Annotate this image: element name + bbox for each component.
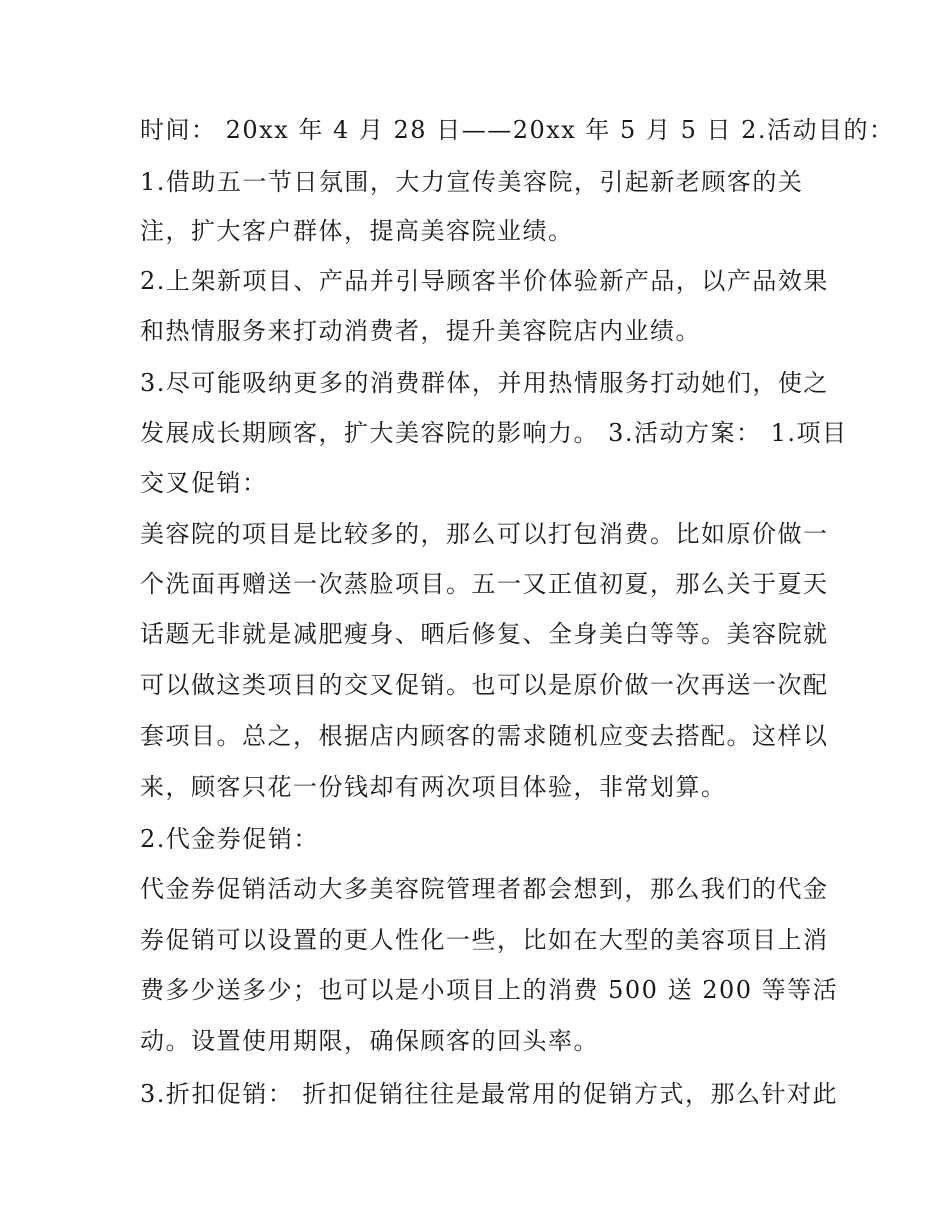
text-line: 个洗面再赠送一次蒸脸项目。五一又正值初夏，那么关于夏天 bbox=[140, 570, 829, 598]
text-line: 3.折扣促销： 折扣促销往往是最常用的促销方式，那么针对此 bbox=[140, 1080, 839, 1108]
text-line: 套项目。总之，根据店内顾客的需求随机应变去搭配。这样以 bbox=[140, 722, 829, 750]
text-line: 交叉促销： bbox=[140, 469, 268, 497]
text-line: 来，顾客只花一份钱却有两次项目体验，非常划算。 bbox=[140, 773, 727, 801]
text-line: 1.借助五一节日氛围，大力宣传美容院，引起新老顾客的关 bbox=[140, 168, 804, 196]
text-line: 可以做这类项目的交叉促销。也可以是原价做一次再送一次配 bbox=[140, 671, 829, 699]
text-line: 动。设置使用期限，确保顾客的回头率。 bbox=[140, 1027, 599, 1055]
text-line: 2.上架新项目、产品并引导顾客半价体验新产品，以产品效果 bbox=[140, 267, 829, 295]
text-line: 3.尽可能吸纳更多的消费群体，并用热情服务打动她们，使之 bbox=[140, 369, 829, 397]
text-line: 话题无非就是减肥瘦身、晒后修复、全身美白等等。美容院就 bbox=[140, 620, 829, 648]
text-line: 注，扩大客户群体，提高美容院业绩。 bbox=[140, 217, 574, 245]
text-line: 时间： 20xx 年 4 月 28 日——20xx 年 5 月 5 日 2.活动目的： bbox=[140, 116, 895, 144]
text-line: 发展成长期顾客，扩大美容院的影响力。 3.活动方案： 1.项目 bbox=[140, 419, 848, 447]
text-line: 费多少送多少；也可以是小项目上的消费 500 送 200 等等活 bbox=[140, 976, 839, 1004]
text-line: 和热情服务来打动消费者，提升美容院店内业绩。 bbox=[140, 317, 701, 345]
text-line: 2.代金券促销： bbox=[140, 825, 319, 853]
text-line: 美容院的项目是比较多的，那么可以打包消费。比如原价做一 bbox=[140, 520, 829, 548]
text-line: 代金券促销活动大多美容院管理者都会想到，那么我们的代金 bbox=[140, 875, 829, 903]
text-line: 券促销可以设置的更人性化一些，比如在大型的美容项目上消 bbox=[140, 926, 829, 954]
